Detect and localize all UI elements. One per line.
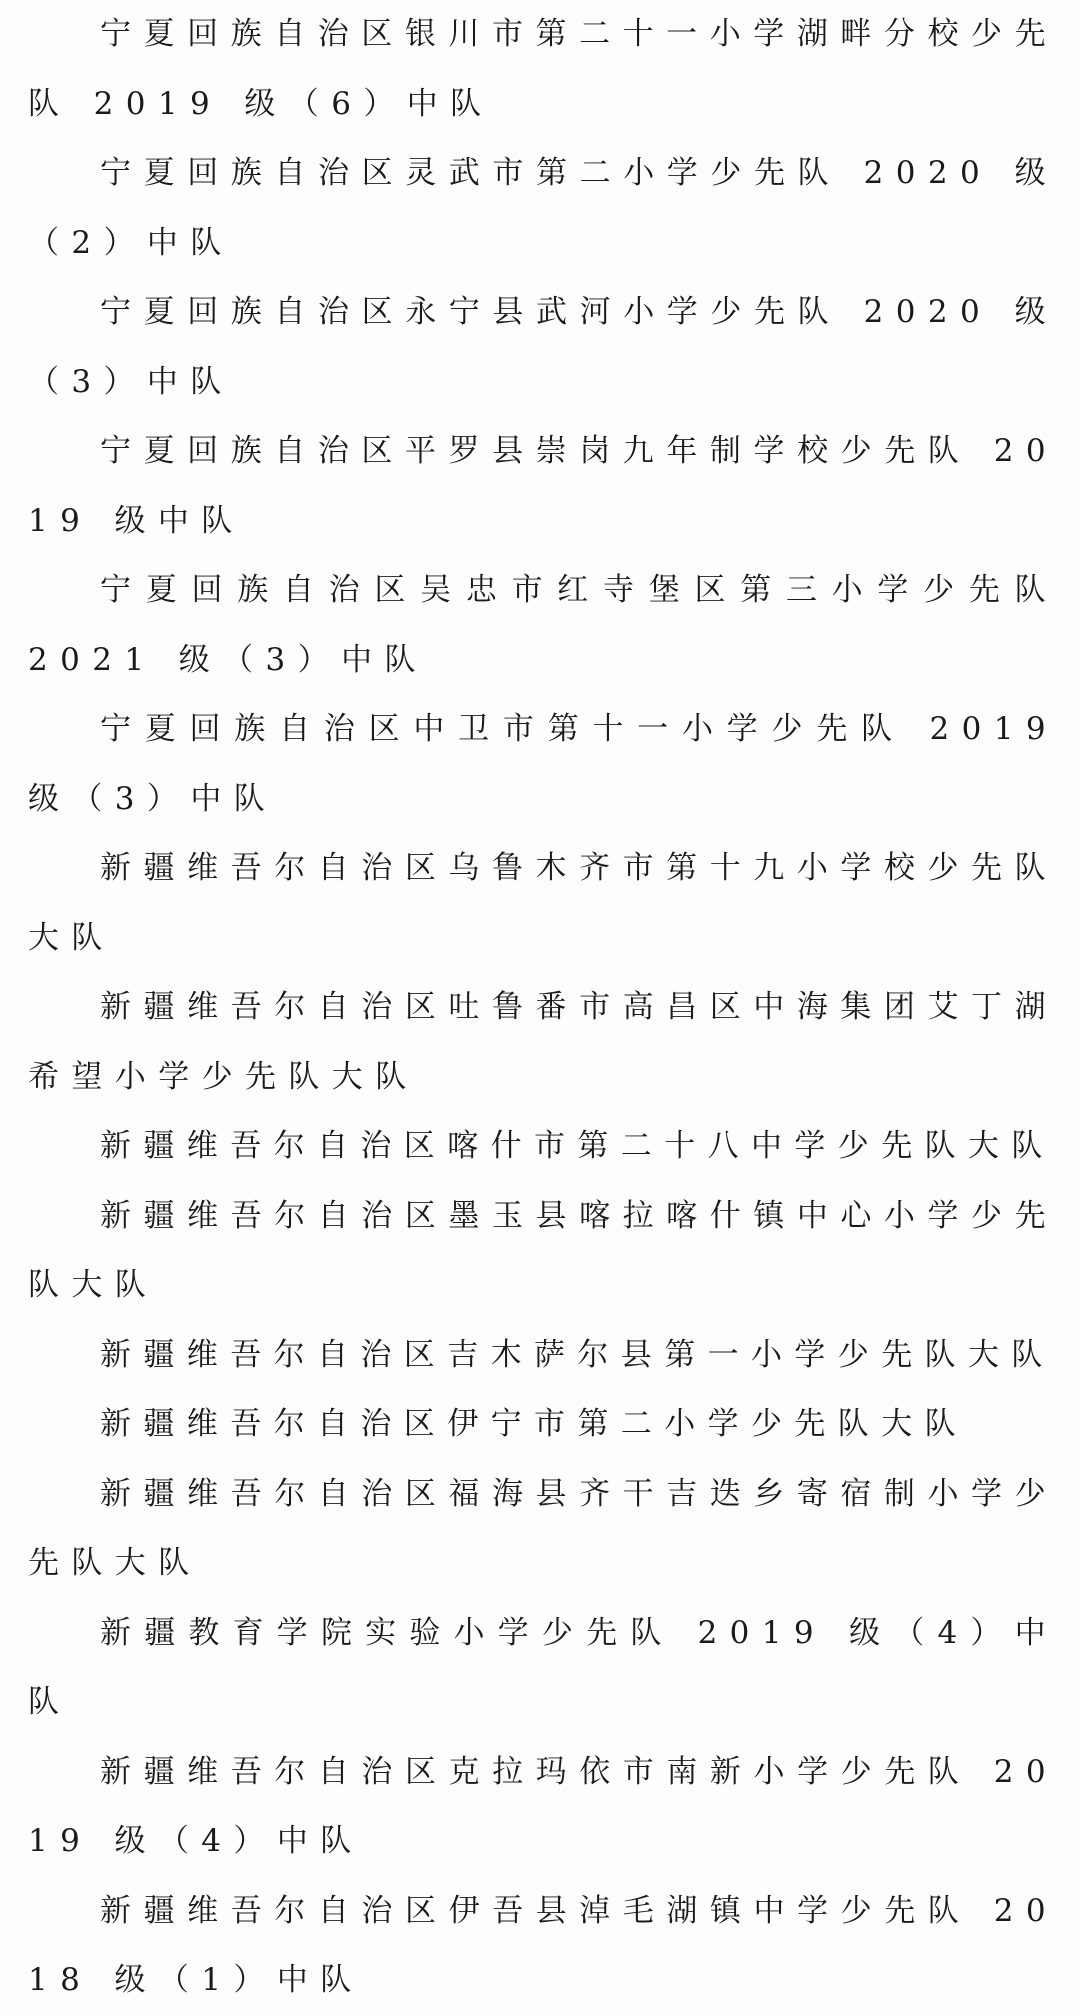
list-item: 新疆维吾尔自治区吉木萨尔县第一小学少先队大队 bbox=[100, 1336, 1055, 1373]
list-item: 宁夏回族自治区吴忠市红寺堡区第三小学少先队 2021 级（3）中队 bbox=[28, 572, 1058, 678]
document-page bbox=[28, 0, 1058, 2016]
list-item: 宁夏回族自治区永宁县武河小学少先队 2020 级（3）中队 bbox=[28, 294, 1058, 400]
list-item: 新疆维吾尔自治区墨玉县喀拉喀什镇中心小学少先队大队 bbox=[28, 1197, 1058, 1303]
list-item: 新疆教育学院实验小学少先队 2019 级（4）中队 bbox=[28, 1614, 1058, 1720]
list-item: 新疆维吾尔自治区伊吾县淖毛湖镇中学少先队 2018 级（1）中队 bbox=[28, 1892, 1058, 1998]
list-item: 新疆维吾尔自治区吐鲁番市高昌区中海集团艾丁湖希望小学少先队大队 bbox=[28, 989, 1058, 1095]
list-item: 宁夏回族自治区灵武市第二小学少先队 2020 级（2）中队 bbox=[28, 155, 1058, 261]
list-item: 宁夏回族自治区银川市第二十一小学湖畔分校少先队 2019 级（6）中队 bbox=[28, 16, 1058, 122]
list-item: 新疆维吾尔自治区克拉玛依市南新小学少先队 2019 级（4）中队 bbox=[28, 1753, 1058, 1859]
list-item: 新疆维吾尔自治区喀什市第二十八中学少先队大队 bbox=[100, 1128, 1055, 1164]
list-item: 新疆维吾尔自治区乌鲁木齐市第十九小学校少先队大队 bbox=[28, 850, 1058, 956]
list-item: 宁夏回族自治区平罗县崇岗九年制学校少先队 2019 级中队 bbox=[28, 433, 1058, 539]
list-item: 新疆维吾尔自治区福海县齐干吉迭乡寄宿制小学少先队大队 bbox=[28, 1475, 1058, 1581]
list-item: 宁夏回族自治区中卫市第十一小学少先队 2019 级（3）中队 bbox=[28, 711, 1058, 817]
list-item: 新疆维吾尔自治区伊宁市第二小学少先队大队 bbox=[100, 1406, 968, 1442]
